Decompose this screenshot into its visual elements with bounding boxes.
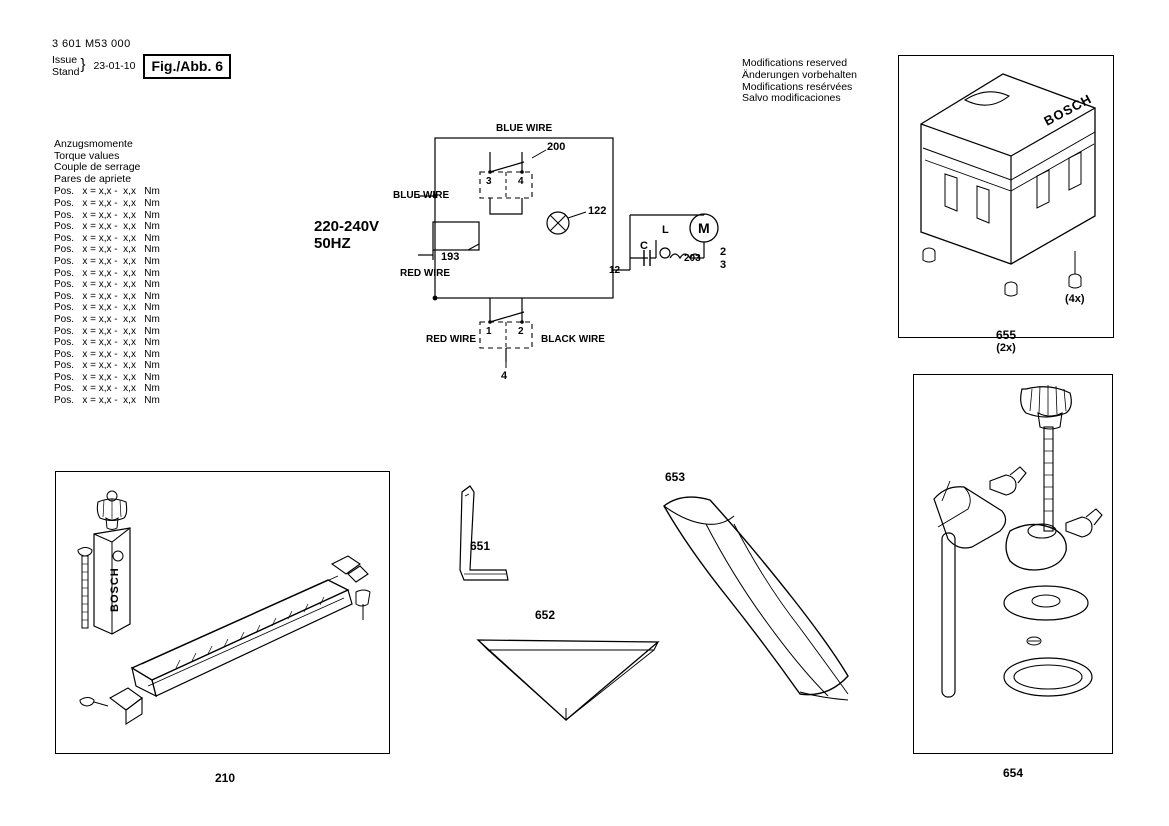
modifications-fr: Modifications resérvées [742,80,853,93]
stand-label: Stand [52,66,80,78]
wiring-diagram [300,110,727,390]
pin-2: 2 [518,326,524,337]
callout-210 [190,771,260,785]
issue-label: Issue [52,54,78,66]
case-screw-qty: (4x) [1065,293,1085,305]
label-red-wire-left: RED WIRE [400,268,450,279]
part-number-200: 200 [547,141,566,153]
pin-3: 3 [486,176,492,187]
callout-653-number: 653 [664,470,686,484]
part-number-2: 2 [720,246,727,258]
svg-text:BOSCH: BOSCH [109,567,121,612]
part-number: 3 601 M53 000 [52,38,131,50]
brace-icon: } [80,56,86,73]
date-value: 23-01-10 [93,60,136,72]
torque-row: Pos. x = x,x - x,x Nm [54,337,160,349]
callout-654 [973,766,1053,780]
dust-bag-figure [640,480,880,720]
modifications-note [742,58,857,105]
header-block [52,38,312,79]
part-number-122: 122 [588,205,607,217]
torque-row: Pos. x = x,x - x,x Nm [54,383,160,395]
torque-row: Pos. x = x,x - x,x Nm [54,325,160,337]
terminal-12: 12 [609,265,621,276]
figure-number-badge: Fig./Abb. 6 [143,54,231,79]
pin-4: 4 [518,176,524,187]
fence-illustration [56,472,389,753]
torque-row: Pos. x = x,x - x,x Nm [54,209,160,221]
part-number-203: 203 [684,253,701,264]
part-number-3: 3 [720,259,727,271]
torque-row: Pos. x = x,x - x,x Nm [54,186,160,198]
voltage-label [314,218,379,252]
torque-row: Pos. x = x,x - x,x Nm [54,197,160,209]
label-blue-wire-left: BLUE WIRE [393,190,450,201]
pin-1: 1 [486,326,492,337]
depth-stop-illustration [914,375,1112,753]
callout-655-qty: (2x) [996,342,1016,354]
figure-box-depth-stop [913,374,1113,754]
label-blue-wire-top: BLUE WIRE [496,123,553,134]
callout-653 [650,470,700,484]
label-red-wire-bottom: RED WIRE [426,334,476,345]
callout-654-number: 654 [1002,766,1024,780]
torque-row: Pos. x = x,x - x,x Nm [54,267,160,279]
hex-key-illustration [440,470,550,600]
torque-row: Pos. x = x,x - x,x Nm [54,302,160,314]
frequency-value: 50HZ [314,235,351,252]
torque-row: Pos. x = x,x - x,x Nm [54,221,160,233]
callout-210-number: 210 [214,771,236,785]
label-black-wire: BLACK WIRE [541,334,605,345]
voltage-value: 220-240V [314,218,380,235]
torque-title-fr: Couple de serrage [54,161,141,174]
torque-rows [54,186,160,406]
torque-row: Pos. x = x,x - x,x Nm [54,255,160,267]
part-number-4: 4 [501,370,508,382]
label-coil-l: L [662,224,669,236]
torque-row: Pos. x = x,x - x,x Nm [54,348,160,360]
callout-655-number: 655 [995,328,1017,342]
torque-row: Pos. x = x,x - x,x Nm [54,290,160,302]
torque-title-de: Anzugsmomente [54,138,133,150]
part-number-193: 193 [441,251,460,263]
svg-text:BOSCH: BOSCH [1041,91,1095,129]
callout-652 [520,608,570,622]
torque-row: Pos. x = x,x - x,x Nm [54,279,160,291]
hex-key-figure [440,470,550,600]
label-capacitor-c: C [640,240,648,252]
torque-row: Pos. x = x,x - x,x Nm [54,232,160,244]
torque-row: Pos. x = x,x - x,x Nm [54,244,160,256]
callout-651-number: 651 [470,539,491,553]
callout-651 [470,539,520,553]
issue-stand-labels [52,54,85,78]
modifications-de: Änderungen vorbehalten [742,68,858,81]
callout-652-number: 652 [534,608,556,622]
torque-row: Pos. x = x,x - x,x Nm [54,395,160,407]
torque-row: Pos. x = x,x - x,x Nm [54,371,160,383]
modifications-es: Salvo modificaciones [742,92,841,105]
torque-title-en: Torque values [54,149,120,162]
torque-values-block [54,139,160,407]
figure-box-fence [55,471,390,754]
modifications-en: Modifications reserved [742,57,848,69]
torque-row: Pos. x = x,x - x,x Nm [54,360,160,372]
torque-row: Pos. x = x,x - x,x Nm [54,313,160,325]
callout-655 [966,328,1046,354]
label-motor: M [698,220,710,236]
figure-box-case [898,55,1114,338]
torque-title-es: Pares de apriete [54,172,132,185]
dust-bag-illustration [640,480,880,720]
